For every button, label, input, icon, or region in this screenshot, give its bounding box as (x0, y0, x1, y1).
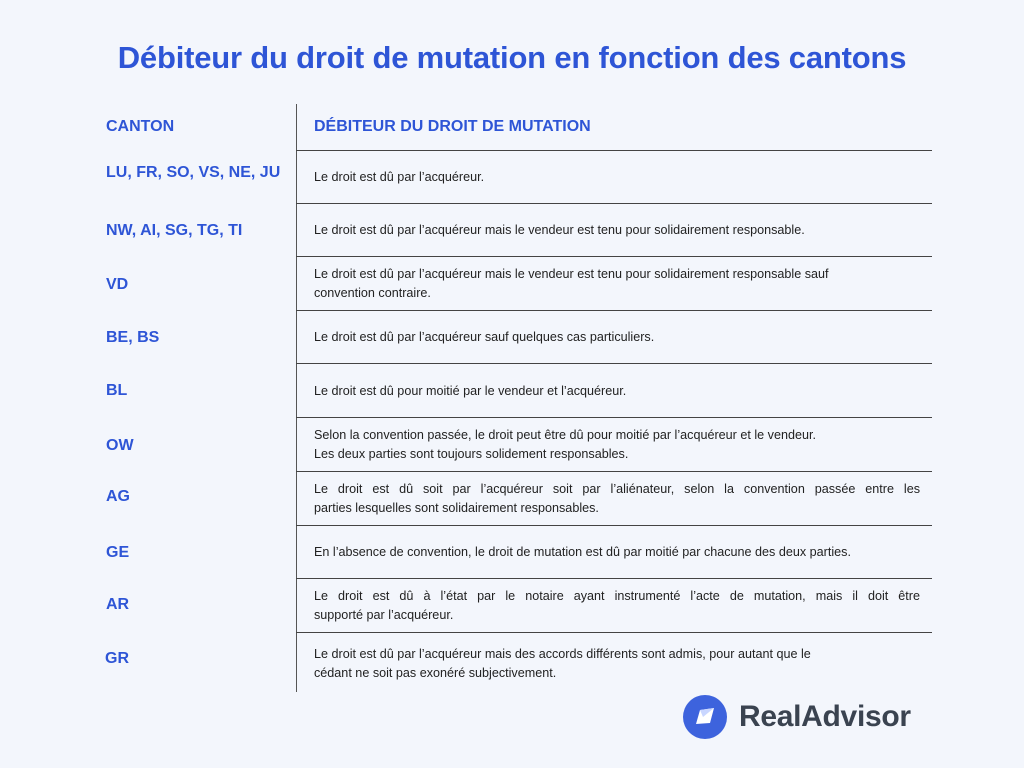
table-row (96, 204, 932, 257)
debtor-text: cédant ne soit pas exonéré subjectivement. (314, 666, 557, 680)
canton-cell: LU, FR, SO, VS, NE, JU (106, 164, 281, 181)
table-row (96, 579, 932, 633)
debtor-text: Selon la convention passée, le droit peut être dû pour moitié par l’acquéreur et le vendeur. (314, 428, 816, 442)
realadvisor-logo-icon (683, 695, 727, 739)
debtor-text: Les deux parties sont toujours solidement responsables. (314, 447, 629, 461)
debtor-cell (314, 364, 920, 418)
debtor-cell (314, 204, 920, 257)
table-row (96, 364, 932, 418)
canton-cell: BE, BS (106, 329, 160, 346)
debtor-text: Le droit est dû soit par l’acquéreur soit par l’aliénateur, selon la convention passée entre les (314, 482, 920, 496)
debtor-cell (314, 418, 920, 472)
canton-cell: NW, AI, SG, TG, TI (106, 222, 243, 239)
debtor-text: Le droit est dû par l’acquéreur mais le vendeur est tenu pour solidairement responsable. (314, 223, 805, 237)
canton-cell: GE (106, 544, 130, 561)
debtor-cell (314, 257, 920, 311)
canton-cell: VD (106, 276, 129, 293)
debtor-cell (314, 633, 920, 695)
canton-cell: OW (106, 437, 134, 454)
debtor-text: Le droit est dû par l’acquéreur. (314, 170, 485, 184)
debtor-text: Le droit est dû par l’acquéreur sauf quelques cas particuliers. (314, 330, 655, 344)
debtor-text: Le droit est dû par l’acquéreur mais le vendeur est tenu pour solidairement responsable sauf (314, 267, 829, 281)
debtor-text: En l’absence de convention, le droit de mutation est dû par moitié par chacune des deux parties. (314, 545, 851, 559)
debtor-cell (314, 311, 920, 364)
logo-text: RealAdvisor (739, 700, 911, 733)
header-debtor: DÉBITEUR DU DROIT DE MUTATION (314, 118, 591, 135)
debtor-cell (314, 579, 920, 633)
canton-cell: GR (105, 650, 129, 667)
table-row (96, 526, 932, 579)
page-title: Débiteur du droit de mutation en fonction des cantons (117, 40, 907, 75)
debtor-text: supporté par l’acquéreur. (314, 608, 454, 622)
canton-cell: BL (106, 382, 128, 399)
table-row (96, 633, 932, 692)
debtor-text: Le droit est dû à l’état par le notaire ayant instrumenté l’acte de mutation, mais il doit être (314, 589, 920, 603)
table-row (96, 418, 932, 472)
debtor-cell (314, 151, 920, 204)
header-canton: CANTON (106, 118, 175, 135)
debtor-cell (314, 472, 920, 526)
table-row (96, 472, 932, 526)
table-header (96, 104, 932, 151)
canton-table (96, 104, 932, 692)
debtor-text: Le droit est dû pour moitié par le vendeur et l’acquéreur. (314, 383, 627, 398)
canton-cell: AG (106, 488, 130, 505)
canton-cell: AR (106, 596, 130, 613)
debtor-text: Le droit est dû par l’acquéreur mais des accords différents sont admis, pour autant que le (314, 647, 811, 661)
debtor-cell (314, 526, 920, 579)
table-row (96, 151, 932, 204)
table-row (96, 257, 932, 311)
debtor-text: convention contraire. (314, 286, 431, 300)
debtor-text: parties lesquelles sont solidairement responsables. (314, 501, 599, 515)
table-row (96, 311, 932, 364)
realadvisor-logo (683, 695, 911, 739)
